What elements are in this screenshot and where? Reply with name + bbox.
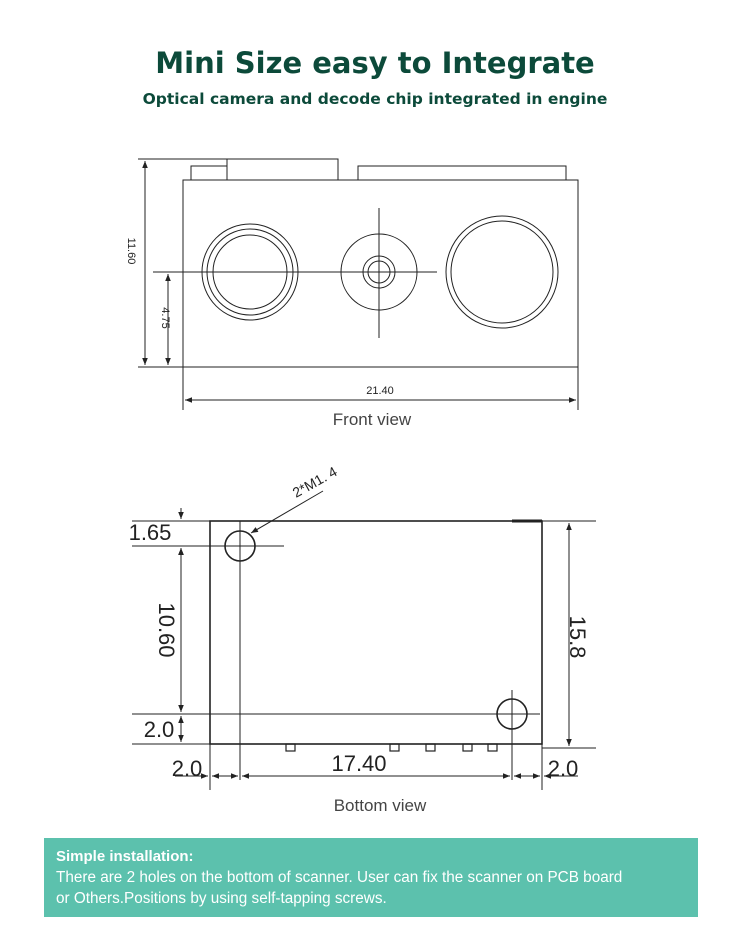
page-subtitle: Optical camera and decode chip integrated in engine: [142, 90, 608, 108]
bottom-body: [210, 521, 542, 744]
bottom-pad: [463, 744, 472, 751]
front-tab-connector: [227, 159, 338, 180]
front-light-inner: [451, 221, 553, 323]
front-body: [183, 180, 578, 367]
bottom-dim-bottom-offset: 2.0: [143, 717, 175, 742]
bottom-dim-hole-spacing-h: 17.40: [331, 751, 387, 776]
page-title: Mini Size easy to Integrate: [155, 46, 595, 80]
bottom-dim-top-offset: 1.65: [128, 520, 172, 545]
info-banner: [44, 838, 698, 917]
bottom-pad: [488, 744, 497, 751]
info-title: Simple installation:: [56, 848, 194, 865]
bottom-dim-right-offset: 2.0: [547, 756, 579, 781]
bottom-view: [132, 491, 596, 790]
front-dim-height: 11.60: [125, 237, 137, 265]
bottom-hole-note: 2*M1. 4: [289, 463, 340, 501]
front-tab-right: [358, 166, 566, 180]
front-dim-center: 4.75: [159, 307, 171, 329]
front-view: [138, 159, 578, 410]
front-light-outer: [446, 216, 558, 328]
bottom-dim-hole-spacing-v: 10.60: [154, 602, 179, 658]
bottom-view-label: Bottom view: [333, 796, 427, 815]
front-dim-width: 21.40: [366, 385, 394, 397]
info-line-2: or Others.Positions by using self-tapping screws.: [56, 890, 387, 907]
bottom-dim-left-offset: 2.0: [171, 756, 203, 781]
bottom-hole-leader: [251, 491, 323, 533]
info-line-1: There are 2 holes on the bottom of scanner. User can fix the scanner on PCB board: [56, 869, 623, 886]
bottom-pad: [390, 744, 399, 751]
bottom-dim-height: 15.8: [565, 615, 590, 659]
bottom-pad: [426, 744, 435, 751]
bottom-pad: [286, 744, 295, 751]
front-view-label: Front view: [332, 410, 412, 429]
front-tab-left: [191, 166, 227, 180]
